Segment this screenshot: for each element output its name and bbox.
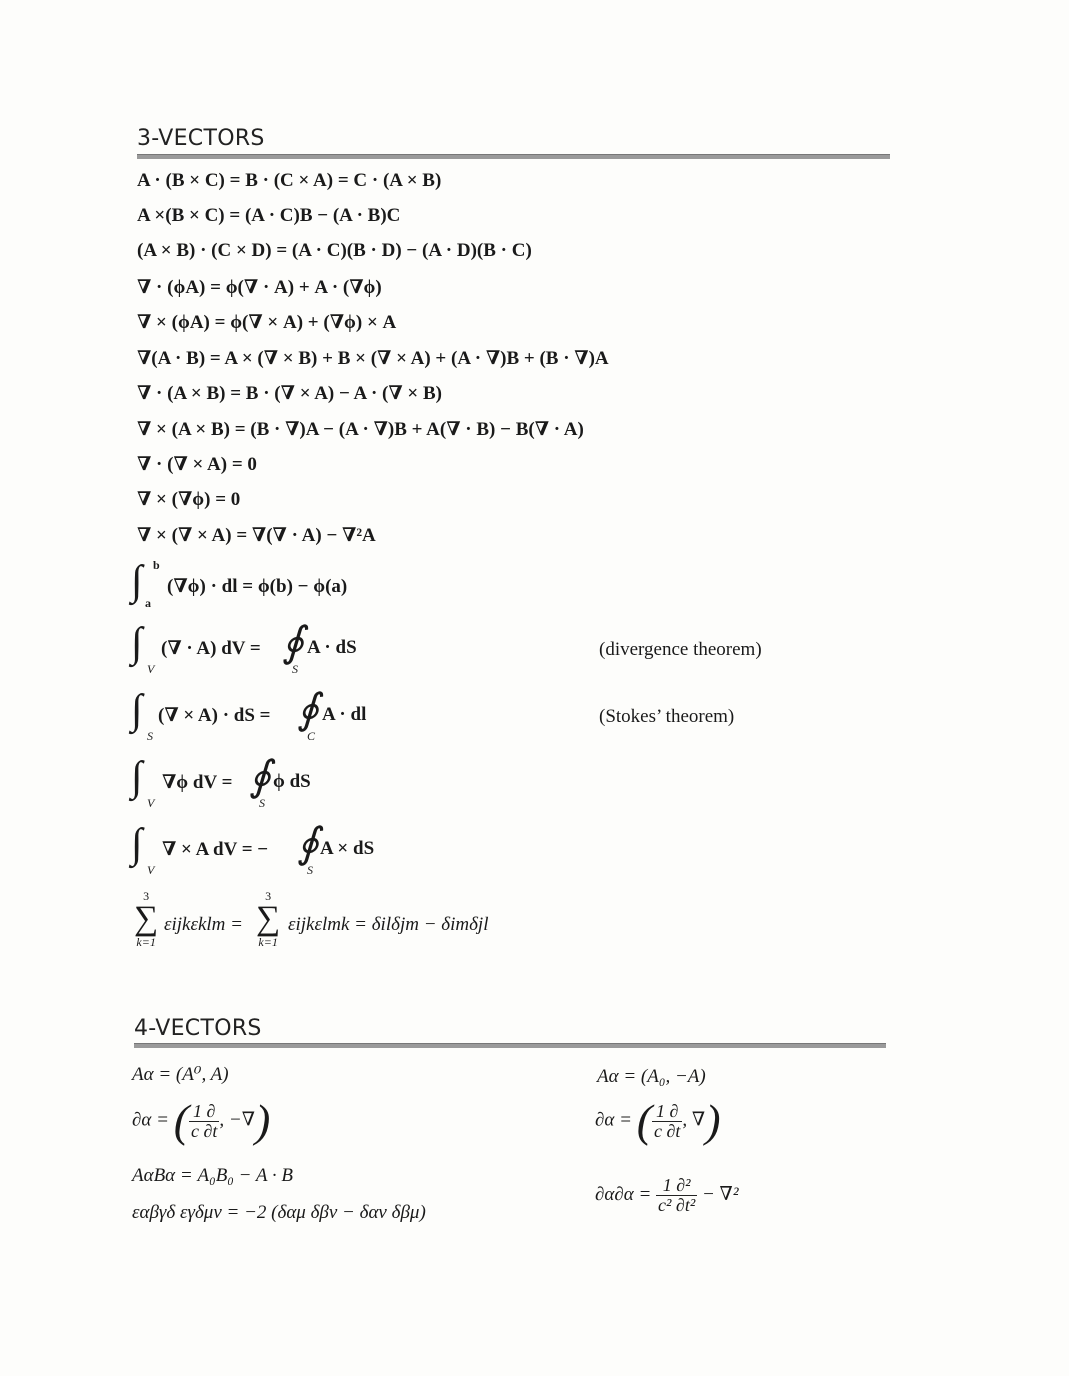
heading-rule bbox=[134, 1043, 886, 1048]
closed-line-integral-sign: ∮ bbox=[297, 687, 319, 733]
equation-curl-product: ∇ × (ϕA) = ϕ(∇ × A) + (∇ϕ) × A bbox=[137, 312, 397, 333]
sum-upper-limit: 3 bbox=[265, 889, 272, 903]
contravariant-derivative: ∂α = ( $\frac{1 \partial}{c \partial t}$ , −∇) bbox=[132, 1095, 271, 1146]
closed-surface-integral-sign: ∮ bbox=[297, 821, 319, 867]
volume-integral-sign: ∫ bbox=[131, 821, 143, 867]
derivative-tail: , −∇ bbox=[219, 1109, 255, 1131]
heading-rule bbox=[137, 154, 890, 159]
summation-2 bbox=[256, 890, 280, 948]
equation-div-product: ∇ · (ϕA) = ϕ(∇ · A) + A · (∇ϕ) bbox=[137, 277, 382, 298]
surface-subscript: S bbox=[307, 863, 313, 877]
fraction-numerator: 1 ∂ bbox=[189, 1102, 219, 1122]
curl-theorem-rhs: A × dS bbox=[320, 838, 375, 859]
equation-grad-dot: ∇(A · B) = A × (∇ × B) + B × (∇ × A) + (A · ∇)B + (B · ∇)A bbox=[137, 348, 609, 369]
epsilon-contraction: εαβγδ εγδμν = −2 (δαμ δβν − δαν δβμ) bbox=[132, 1202, 426, 1223]
surface-subscript: S bbox=[147, 729, 153, 743]
integral-lower-limit: a bbox=[145, 596, 151, 610]
curl-theorem-lhs: ∇ × A dV = − bbox=[162, 839, 269, 860]
surface-subscript: S bbox=[292, 662, 298, 676]
sum-upper-limit: 3 bbox=[143, 889, 150, 903]
closed-surface-integral-sign: ∮ bbox=[249, 754, 271, 800]
equation-div-curl-zero: ∇ · (∇ × A) = 0 bbox=[137, 454, 257, 475]
dalembertian-tail: − ∇² bbox=[701, 1183, 739, 1205]
volume-subscript: V bbox=[147, 662, 155, 676]
stokes-rhs: A · dl bbox=[322, 704, 367, 725]
divergence-theorem-note: (divergence theorem) bbox=[599, 639, 762, 660]
dalembertian-lhs: ∂α∂α = bbox=[595, 1183, 652, 1205]
equation-curl-cross: ∇ × (A × B) = (B · ∇)A − (A · ∇)B + A(∇ · B) − B(∇ · A) bbox=[137, 419, 584, 440]
fraction-denominator: c² ∂t² bbox=[658, 1194, 696, 1215]
equation-curl-curl: ∇ × (∇ × A) = ∇(∇ · A) − ∇²A bbox=[137, 525, 376, 546]
sum-sign: ∑ bbox=[256, 900, 281, 937]
integral-sign: ∫ bbox=[131, 558, 143, 604]
divergence-lhs: (∇ · A) dV = bbox=[161, 638, 261, 659]
covariant-vector: Aα = (A₀, −A) bbox=[597, 1066, 706, 1087]
equation-triple-product: A · (B × C) = B · (C × A) = C · (A × B) bbox=[137, 170, 442, 191]
fraction-numerator: 1 ∂² bbox=[656, 1176, 697, 1196]
equation-binet-cauchy: (A × B) · (C × D) = (A · C)(B · D) − (A · D)(B · C) bbox=[137, 240, 532, 261]
fraction-denominator: c ∂t bbox=[191, 1120, 218, 1141]
sum-sign: ∑ bbox=[134, 900, 159, 937]
four-vector-dot-product: AαBα = A₀B₀ − A · B bbox=[132, 1165, 293, 1186]
fraction-denominator: c ∂t bbox=[654, 1120, 681, 1141]
curve-subscript: C bbox=[307, 729, 316, 743]
covariant-derivative: ∂α = ( $\frac{1 \partial}{c \partial t}$ , ∇) bbox=[595, 1095, 721, 1146]
stokes-theorem-note: (Stokes’ theorem) bbox=[599, 706, 735, 727]
sum-lower-limit: k=1 bbox=[136, 935, 156, 949]
gradient-theorem-lhs: ∇ϕ dV = bbox=[162, 772, 233, 793]
levi-civita-term1: εijkεklm = bbox=[164, 914, 243, 935]
volume-integral-sign: ∫ bbox=[131, 620, 143, 666]
volume-integral-sign: ∫ bbox=[131, 754, 143, 800]
gradient-theorem-rhs: ϕ dS bbox=[273, 771, 311, 792]
levi-civita-term2: εijkεlmk = δilδjm − δimδjl bbox=[288, 914, 489, 935]
surface-integral-sign: ∫ bbox=[131, 687, 143, 733]
integral-upper-limit: b bbox=[153, 558, 160, 572]
stokes-lhs: (∇ × A) · dS = bbox=[158, 705, 271, 726]
contravariant-vector: Aα = (A⁰, A) bbox=[132, 1064, 229, 1085]
derivative-tail: , ∇ bbox=[682, 1109, 706, 1131]
surface-subscript: S bbox=[259, 796, 265, 810]
equation-bac-cab: A ×(B × C) = (A · C)B − (A · B)C bbox=[137, 205, 401, 226]
equation-div-cross: ∇ · (A × B) = B · (∇ × A) − A · (∇ × B) bbox=[137, 383, 443, 404]
section-heading-4vectors: 4-VECTORS bbox=[134, 1016, 262, 1041]
equation-curl-grad-zero: ∇ × (∇ϕ) = 0 bbox=[137, 489, 241, 510]
volume-subscript: V bbox=[147, 863, 155, 877]
fraction-numerator: 1 ∂ bbox=[652, 1102, 682, 1122]
divergence-rhs: A · dS bbox=[307, 637, 357, 658]
line-integral-body: (∇ϕ) · dl = ϕ(b) − ϕ(a) bbox=[167, 576, 348, 597]
dalembertian bbox=[595, 1176, 739, 1215]
summation-1 bbox=[134, 890, 158, 948]
equation-fundamental-gradient bbox=[131, 558, 160, 610]
derivative-lhs: ∂α = bbox=[132, 1109, 169, 1131]
sum-lower-limit: k=1 bbox=[258, 935, 278, 949]
section-heading-3vectors: 3-VECTORS bbox=[137, 126, 265, 151]
volume-subscript: V bbox=[147, 796, 155, 810]
closed-surface-integral-sign: ∮ bbox=[282, 620, 304, 666]
derivative-lhs: ∂α = bbox=[595, 1109, 632, 1131]
